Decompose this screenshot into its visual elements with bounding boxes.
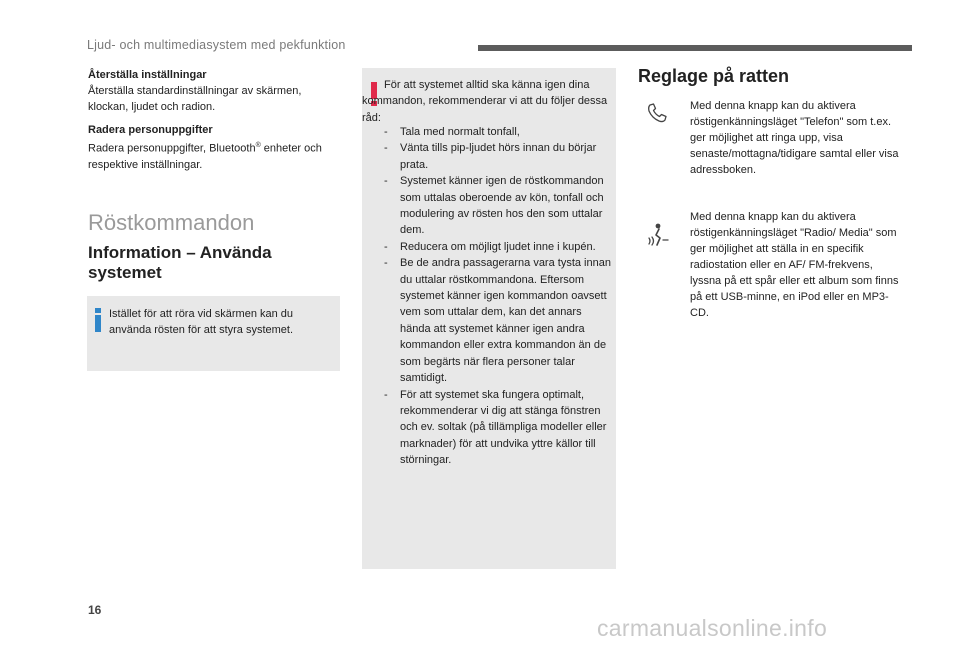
- warning-intro: [362, 77, 612, 126]
- info-icon: [95, 308, 101, 332]
- erase-heading: Radera personuppgifter: [88, 124, 213, 136]
- list-item-text: För att systemet ska fungera optimalt, rekommenderar vi dig att stänga fönstren och ev. soltak (på tillämpliga modeller eller marknader) för att undvika yttre källor till störningar.: [400, 388, 607, 467]
- sub-title: Information – Använda systemet: [88, 243, 272, 282]
- reset-heading: Återställa inställningar: [88, 69, 207, 81]
- warning-intro-first: För att systemet alltid ska känna igen dina: [384, 79, 590, 91]
- warning-list: [362, 124, 614, 469]
- page-number: 16: [88, 603, 102, 617]
- info-box: [87, 296, 340, 371]
- section-title: Röstkommandon: [88, 210, 255, 235]
- erase-text-before: Radera personuppgifter, Bluetooth: [88, 142, 256, 155]
- list-item-text: Systemet känner igen de röstkommandon som uttalas oberoende av kön, tonfall och modulering av rösten hos den som uttalar dem.: [400, 175, 604, 237]
- erase-block: [88, 123, 340, 173]
- list-item-text: Be de andra passagerarna vara tysta innan du uttalar röstkommandona. Eftersom systemet känner igen kommandon oavsett vem som uttalar dem, kan det annars hända att systemet känner igen andra kommandon eller extra kommandon än de som begärts när flera personer talar samtidigt.: [400, 257, 611, 385]
- steering-title: Reglage på ratten: [638, 66, 790, 86]
- list-item: - Tala med normalt tonfall,: [384, 126, 520, 138]
- phone-handset-icon: [646, 102, 668, 124]
- list-item-text: Vänta tills pip-ljudet hörs innan du börjar prata.: [400, 142, 597, 171]
- info-text: Istället för att röra vid skärmen kan du använda rösten för att styra systemet.: [109, 308, 294, 336]
- list-item-text: Reducera om möjligt ljudet inne i kupén.: [400, 240, 596, 253]
- list-item-text: Tala med normalt tonfall,: [400, 126, 520, 138]
- watermark: carmanualsonline.info: [597, 615, 828, 641]
- voice-button-description: Med denna knapp kan du aktivera röstigenkänningsläget "Radio/ Media" som ger möjlighet att ställa in en specifik radiostation eller en AF/ FM-frekvens, lyssna på ett spår eller ett album som finns på ett USB-minne, en iPod eller en MP3-CD.: [690, 211, 899, 319]
- voice-command-icon: [646, 222, 672, 248]
- header-bar: [478, 45, 912, 51]
- phone-button-description: Med denna knapp kan du aktivera röstigenkänningsläget "Telefon" som t.ex. ger möjlighet att ringa upp, visa senaste/mottagna/tidigare samtal eller visa adressboken.: [690, 100, 899, 176]
- warning-intro-rest: kommandon, rekommenderar vi att du följer dessa råd:: [362, 95, 608, 124]
- erase-text: [88, 138, 340, 173]
- list-item: - För att systemet ska fungera optimalt, rekommenderar vi dig att stänga fönstren och ev. soltak (på tillämpliga modeller eller marknader) för att undvika yttre källor till störningar.: [384, 388, 607, 467]
- settings-column: [88, 68, 340, 173]
- erase-text-after: enheter och respektive inställningar.: [88, 142, 322, 171]
- header-title: Ljud- och multimediasystem med pekfunktion: [87, 38, 346, 52]
- list-item: - Reducera om möjligt ljudet inne i kupén.: [384, 240, 596, 253]
- list-item: - Be de andra passagerarna vara tysta innan du uttalar röstkommandona. Eftersom systemet känner igen kommandon oavsett vem som uttalar dem, kan det annars hända att systemet känner igen andra kommandon eller extra kommandon än de som begärts när flera personer talar samtidigt.: [384, 257, 611, 385]
- list-item: - Vänta tills pip-ljudet hörs innan du börjar prata.: [384, 142, 597, 171]
- registered-mark: ®: [255, 142, 261, 149]
- list-item: - Systemet känner igen de röstkommandon som uttalas oberoende av kön, tonfall och modulering av rösten hos den som uttalar dem.: [384, 175, 604, 237]
- reset-text: Återställa standardinställningar av skärmen, klockan, ljudet och radion.: [88, 85, 302, 113]
- warning-box: [362, 68, 616, 569]
